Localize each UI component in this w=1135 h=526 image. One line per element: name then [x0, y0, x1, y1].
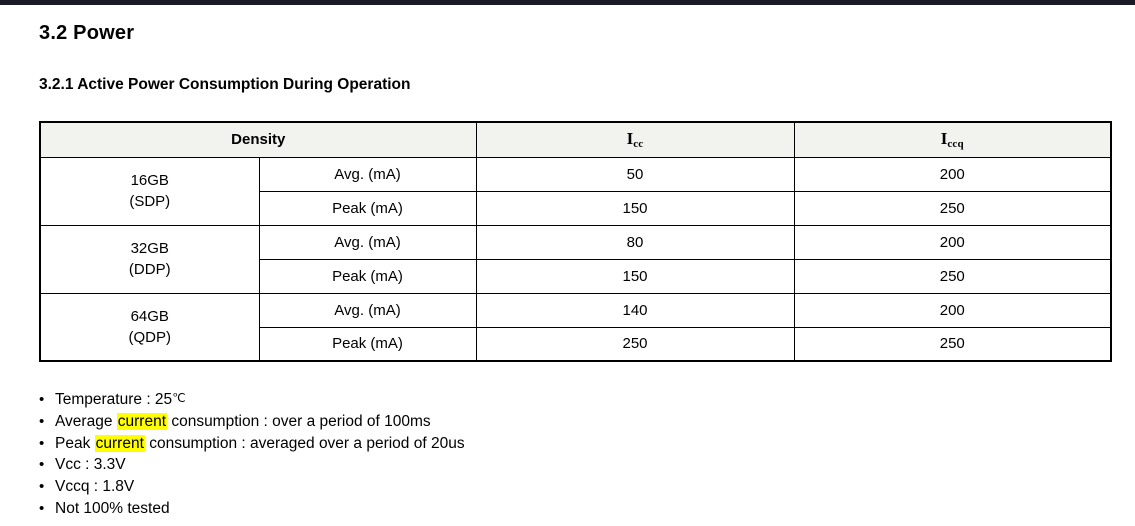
iccq-value: 250 — [794, 327, 1111, 361]
highlighted-word: current — [117, 412, 167, 430]
note-text: Temperature : 25 — [55, 391, 173, 408]
note-peak-current — [39, 433, 1110, 455]
celsius-symbol: ℃ — [172, 391, 186, 405]
bullet-icon: • — [39, 434, 45, 452]
power-consumption-table — [39, 121, 1112, 362]
note-text: Not 100% tested — [55, 499, 170, 517]
density-value: 32GB — [130, 240, 169, 257]
note-text: consumption : over a period of 100ms — [167, 412, 431, 430]
header-icc — [476, 122, 794, 157]
note-text: Average — [55, 412, 117, 430]
icc-subscript: cc — [633, 138, 644, 151]
iccq-value: 250 — [794, 191, 1111, 225]
density-cell-16gb — [40, 157, 259, 225]
table-row — [40, 225, 1111, 259]
table-row — [40, 157, 1111, 191]
bullet-icon: • — [39, 456, 45, 474]
note-text: Vccq : 1.8V — [55, 478, 135, 496]
table-header-row — [40, 122, 1111, 157]
bullet-icon: • — [39, 412, 45, 430]
document-page — [0, 5, 1135, 520]
iccq-value: 200 — [794, 225, 1111, 259]
density-package: (DDP) — [128, 261, 171, 278]
density-cell-64gb — [40, 293, 259, 361]
metric-cell: Avg. (mA) — [259, 225, 476, 259]
icc-value: 150 — [476, 259, 794, 293]
iccq-value: 250 — [794, 259, 1111, 293]
icc-value: 50 — [476, 157, 794, 191]
note-vcc — [39, 454, 1110, 476]
icc-value: 150 — [476, 191, 794, 225]
icc-value: 80 — [476, 225, 794, 259]
iccq-value: 200 — [794, 293, 1111, 327]
density-cell-32gb — [40, 225, 259, 293]
subsection-title: 3.2.1 Active Power Consumption During Operation — [39, 76, 411, 93]
icc-symbol: I — [626, 129, 634, 149]
note-not-tested — [39, 498, 1110, 520]
notes-list — [39, 388, 1110, 520]
note-text: Vcc : 3.3V — [55, 456, 126, 474]
metric-cell: Peak (mA) — [259, 259, 476, 293]
note-text: consumption : averaged over a period of 20us — [144, 434, 465, 452]
iccq-symbol: I — [940, 129, 948, 149]
metric-cell: Peak (mA) — [259, 191, 476, 225]
note-vccq — [39, 476, 1110, 498]
note-temperature — [39, 388, 1110, 411]
metric-cell: Avg. (mA) — [259, 293, 476, 327]
note-text: Peak — [55, 434, 95, 452]
icc-value: 140 — [476, 293, 794, 327]
section-title: 3.2 Power — [39, 22, 135, 44]
density-value: 64GB — [130, 307, 169, 325]
bullet-icon: • — [39, 391, 45, 408]
icc-value: 250 — [476, 327, 794, 361]
density-package: (QDP) — [128, 328, 171, 346]
bullet-icon: • — [39, 499, 45, 517]
iccq-subscript: ccq — [947, 138, 964, 151]
note-average-current — [39, 411, 1110, 433]
highlighted-word: current — [95, 434, 144, 452]
bullet-icon: • — [39, 478, 45, 496]
density-package: (SDP) — [129, 193, 171, 210]
metric-cell: Peak (mA) — [259, 327, 476, 361]
iccq-value: 200 — [794, 157, 1111, 191]
header-density: Density — [40, 122, 476, 157]
table-row — [40, 293, 1111, 327]
header-iccq — [794, 122, 1111, 157]
density-value: 16GB — [130, 172, 169, 189]
metric-cell: Avg. (mA) — [259, 157, 476, 191]
